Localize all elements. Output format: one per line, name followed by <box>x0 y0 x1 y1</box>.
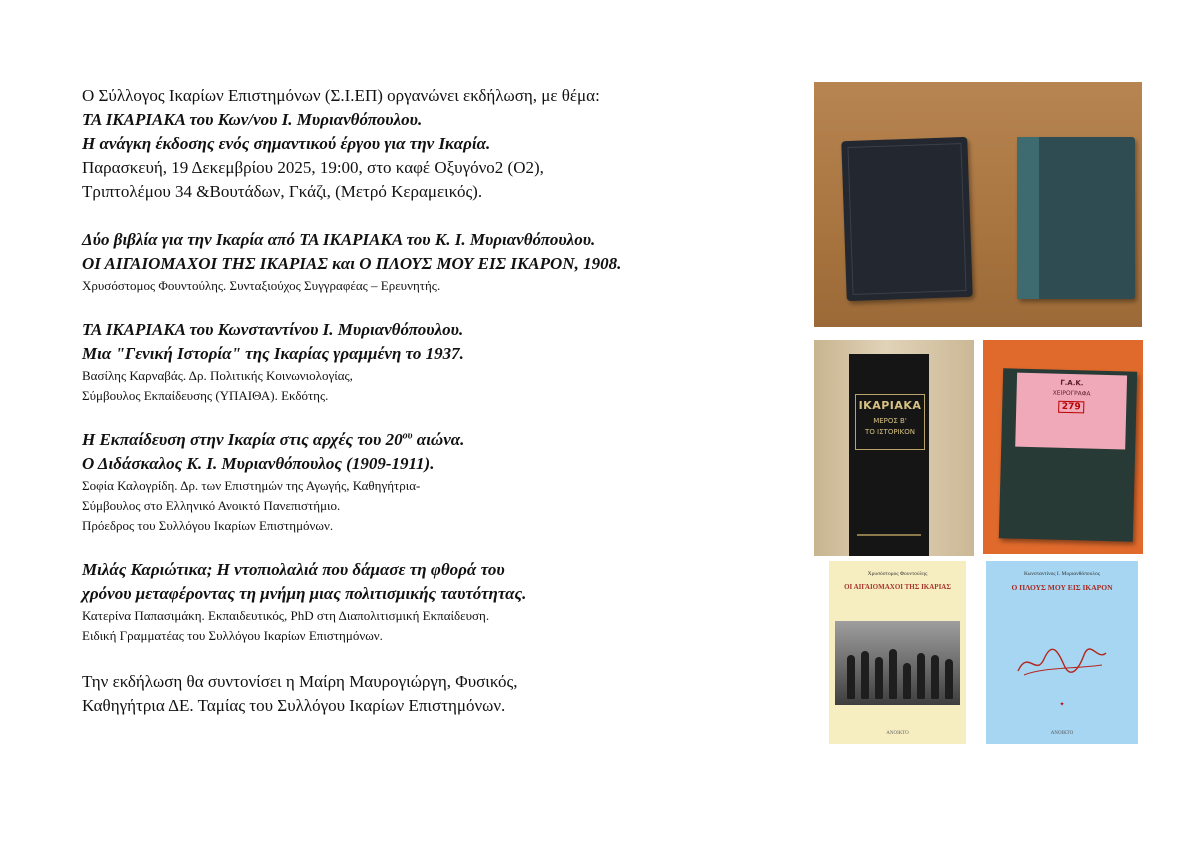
book-cover-plous <box>986 561 1138 744</box>
cover1-title: ΟΙ ΑΙΓΑΙΟΜΑΧΟΙ ΤΗΣ ΙΚΑΡΙΑΣ <box>844 583 951 591</box>
cover1-figure <box>917 653 925 699</box>
event-subtitle: Η ανάγκη έκδοσης ενός σημαντικού έργου για την Ικαρία. <box>82 134 491 153</box>
spine-part: ΜΕΡΟΣ Β' <box>873 417 907 425</box>
talk-3-subtitle: Ο Διδάσκαλος Κ. Ι. Μυριανθόπουλος (1909-1911). <box>82 454 435 473</box>
closing-line-1: Την εκδήλωση θα συντονίσει η Μαίρη Μαυρογιώργη, Φυσικός, <box>82 672 518 691</box>
talk-3-title-sup: ου <box>402 430 413 442</box>
archive-book-photo <box>983 340 1143 554</box>
intro-line: Ο Σύλλογος Ικαρίων Επιστημόνων (Σ.Ι.ΕΠ) οργανώνει εκδήλωση, με θέμα: <box>82 86 600 105</box>
spine-title: ΙΚΑΡΙΑΚΑ <box>858 399 922 412</box>
spine-ornament <box>857 534 921 536</box>
event-date: Παρασκευή, 19 Δεκεμβρίου 2025, 19:00, στο καφέ Οξυγόνο2 (Ο2), <box>82 158 544 177</box>
cover1-figure <box>847 655 855 699</box>
talk-1-subtitle: ΟΙ ΑΙΓΑΙΟΜΑΧΟΙ ΤΗΣ ΙΚΑΡΙΑΣ και Ο ΠΛΟΥΣ ΜΟΥ ΕΙΣ ΙΚΑΡΟΝ, 1908. <box>82 254 622 273</box>
green-book <box>1017 137 1135 299</box>
book-cover-aigaiomachoi <box>829 561 966 744</box>
cover2-author: Κωνσταντίνος Ι. Μυριανθόπουλος <box>1024 571 1100 577</box>
invitation-text <box>82 84 782 718</box>
cover1-publisher: ΑΝΟΙΚΤΟ <box>886 731 909 736</box>
talk-1-title: Δύο βιβλία για την Ικαρία από ΤΑ ΙΚΑΡΙΑΚΑ του Κ. Ι. Μυριανθόπουλου. <box>82 230 596 249</box>
spine-subtitle: ΤΟ ΙΣΤΟΡΙΚΟΝ <box>865 428 915 436</box>
talk-3-speaker-role2: Πρόεδρος του Συλλόγου Ικαρίων Επιστημόνων. <box>82 518 334 533</box>
talk-1-speaker: Χρυσόστομος Φουντούλης. Συνταξιούχος Συγγραφέας – Ερευνητής. <box>82 278 441 293</box>
archive-label-head: Γ.Α.Κ. <box>1060 378 1084 388</box>
talk-2-speaker: Βασίλης Καρναβάς. Δρ. Πολιτικής Κοινωνιολογίας, <box>82 368 353 383</box>
cover1-figure <box>861 651 869 699</box>
dark-book <box>841 137 973 301</box>
talk-4-speaker-role: Ειδική Γραμματέας του Συλλόγου Ικαρίων Επιστημόνων. <box>82 628 383 643</box>
book-spine <box>849 354 929 556</box>
archive-label <box>1015 373 1127 450</box>
cover1-figure <box>903 663 911 699</box>
archive-number: 279 <box>1058 401 1085 414</box>
talk-4-subtitle: χρόνου μεταφέροντας τη μνήμη μιας πολιτισμικής ταυτότητας. <box>82 584 527 603</box>
cover1-figure <box>889 649 897 699</box>
two-books-photo <box>814 82 1142 327</box>
talk-3-title-end: αιώνα. <box>412 430 465 449</box>
event-title: ΤΑ ΙΚΑΡΙΑΚΑ του Κων/νου Ι. Μυριανθόπουλου. <box>82 110 423 129</box>
talk-4-speaker: Κατερίνα Παπασιμάκη. Εκπαιδευτικός, PhD στη Διαπολιτισμική Εκπαίδευση. <box>82 608 490 623</box>
event-address: Τριπτολέμου 34 &Βουτάδων, Γκάζι, (Μετρό Κεραμεικός). <box>82 182 483 201</box>
archive-book <box>999 368 1137 541</box>
talk-2-subtitle: Μια "Γενική Ιστορία" της Ικαρίας γραμμένη το 1937. <box>82 344 464 363</box>
cover2-star-icon: ✦ <box>1059 702 1065 708</box>
talk-3-title-text: Η Εκπαίδευση στην Ικαρία στις αρχές του 20 <box>82 430 403 449</box>
closing-line-2: Καθηγήτρια ΔΕ. Ταμίας του Συλλόγου Ικαρίων Επιστημόνων. <box>82 696 506 715</box>
talk-2-title: ΤΑ ΙΚΑΡΙΑΚΑ του Κωνσταντίνου Ι. Μυριανθόπουλου. <box>82 320 464 339</box>
cover1-figure <box>875 657 883 699</box>
book-spine-photo <box>814 340 974 556</box>
signature-icon <box>1014 641 1110 681</box>
talk-3-speaker-role: Σύμβουλος στο Ελληνικό Ανοικτό Πανεπιστήμιο. <box>82 498 341 513</box>
cover1-figure <box>945 659 953 699</box>
talk-3-speaker: Σοφία Καλογρίδη. Δρ. των Επιστημών της Αγωγής, Καθηγήτρια- <box>82 478 421 493</box>
cover1-figure <box>931 655 939 699</box>
talk-2-speaker-role: Σύμβουλος Εκπαίδευσης (ΥΠΑΙΘΑ). Εκδότης. <box>82 388 329 403</box>
archive-label-sub: ΧΕΙΡΟΓΡΑΦΑ <box>1052 389 1091 398</box>
cover2-title: Ο ΠΛΟΥΣ ΜΟΥ ΕΙΣ ΙΚΑΡΟΝ <box>1011 583 1113 592</box>
cover1-author: Χρυσόστομος Φουντούλης <box>867 571 928 577</box>
spine-label <box>855 394 925 450</box>
talk-3-title <box>82 428 782 452</box>
talk-4-title: Μιλάς Καριώτικα; Η ντοπιολαλιά που δάμασε τη φθορά του <box>82 560 505 579</box>
cover2-publisher: ΑΝΟΙΚΤΟ <box>1050 731 1074 736</box>
cover1-group-photo <box>835 621 960 705</box>
